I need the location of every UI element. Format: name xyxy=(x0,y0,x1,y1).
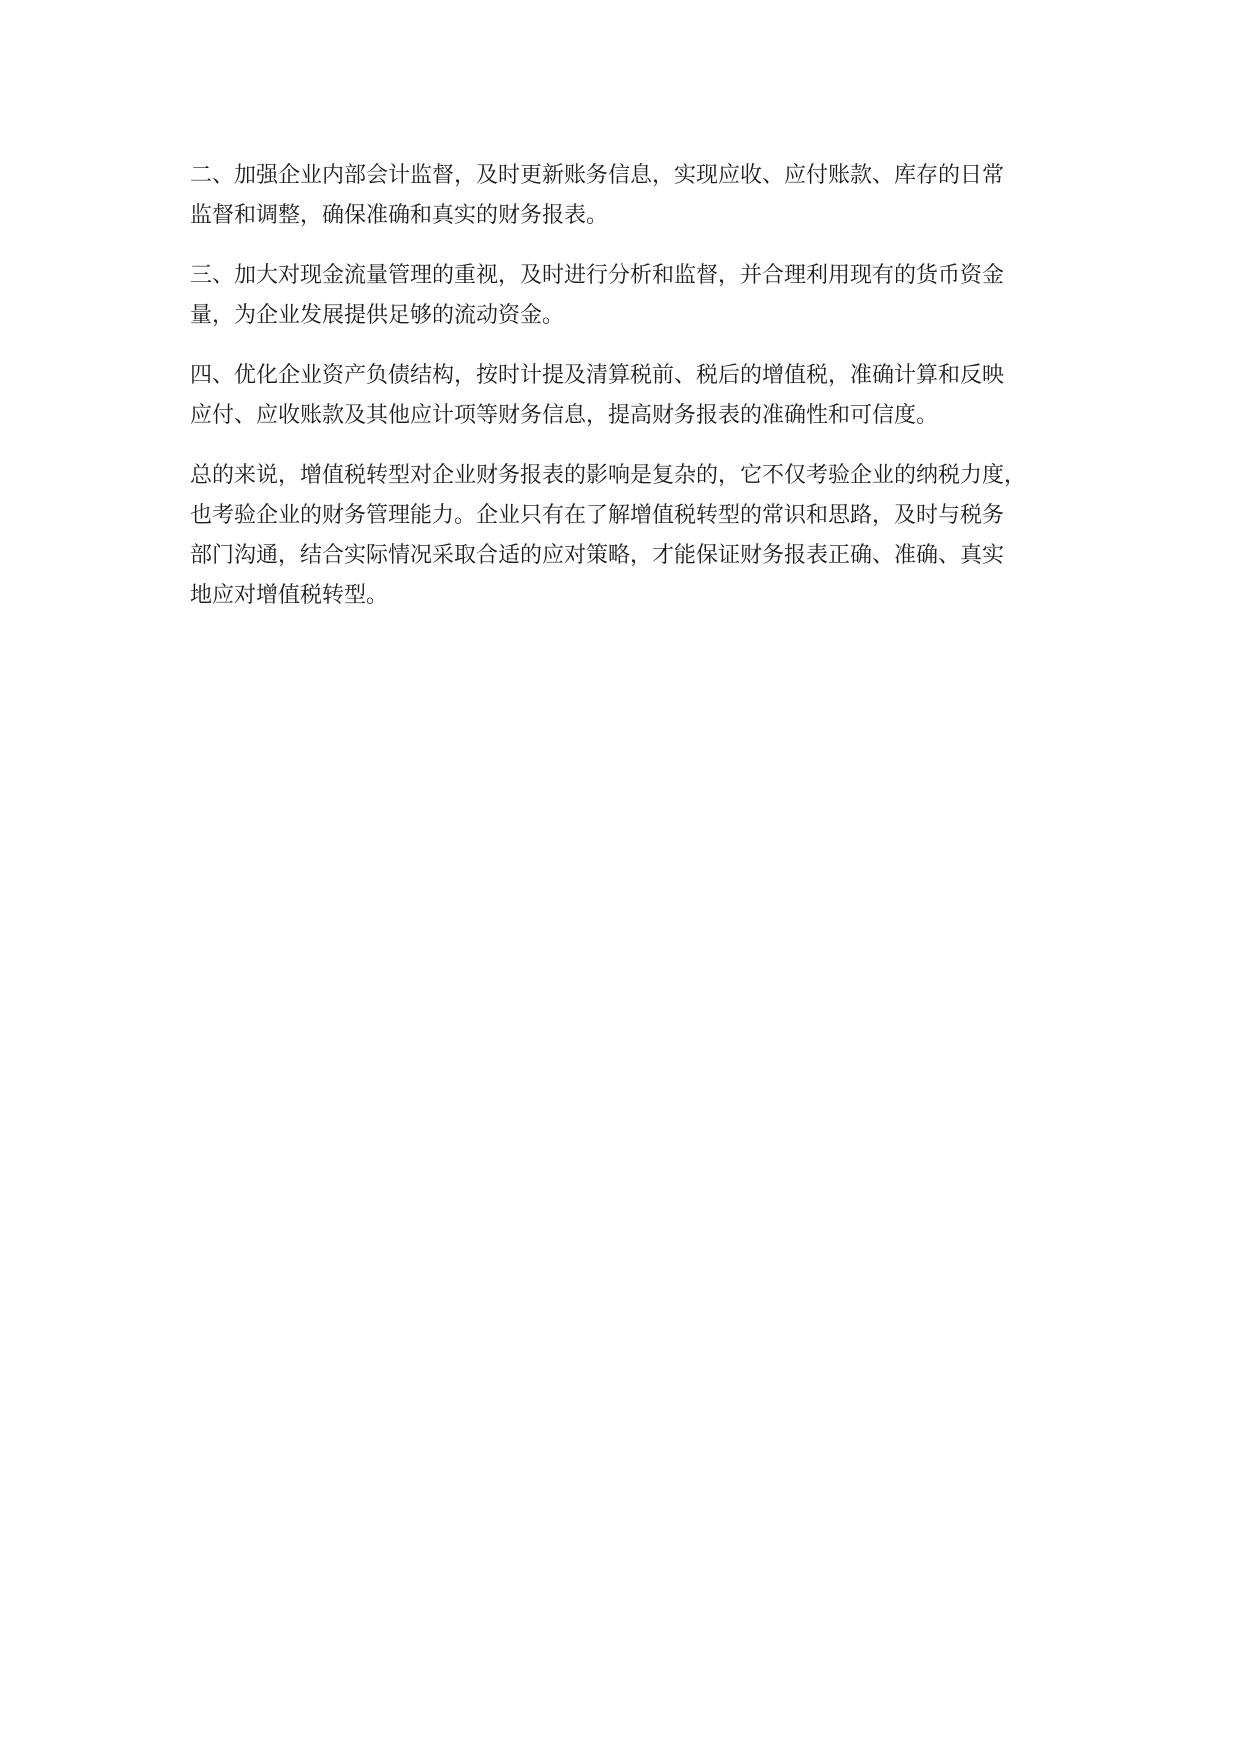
document-body xyxy=(190,156,1090,636)
paragraph-2 xyxy=(190,156,1090,236)
text-line: 监督和调整，确保准确和真实的财务报表。 xyxy=(190,203,609,228)
text-line: 三、加大对现金流量管理的重视，及时进行分析和监督，并合理利用现有的货币资金 xyxy=(190,263,1005,288)
paragraph-3 xyxy=(190,256,1090,336)
paragraph-4 xyxy=(190,356,1090,436)
paragraph-conclusion xyxy=(190,456,1090,616)
text-line: 地应对增值税转型。 xyxy=(190,583,389,608)
text-line: 也考验企业的财务管理能力。企业只有在了解增值税转型的常识和思路，及时与税务 xyxy=(190,503,1005,528)
text-line: 应付、应收账款及其他应计项等财务信息，提高财务报表的准确性和可信度。 xyxy=(190,403,939,428)
text-line: 总的来说，增值税转型对企业财务报表的影响是复杂的，它不仅考验企业的纳税力度， xyxy=(190,463,1027,488)
text-line: 部门沟通，结合实际情况采取合适的应对策略，才能保证财务报表正确、准确、真实 xyxy=(190,543,1005,568)
text-line: 四、优化企业资产负债结构，按时计提及清算税前、税后的增值税，准确计算和反映 xyxy=(190,363,1005,388)
text-line: 二、加强企业内部会计监督，及时更新账务信息，实现应收、应付账款、库存的日常 xyxy=(190,163,1005,188)
text-line: 量，为企业发展提供足够的流动资金。 xyxy=(190,303,565,328)
